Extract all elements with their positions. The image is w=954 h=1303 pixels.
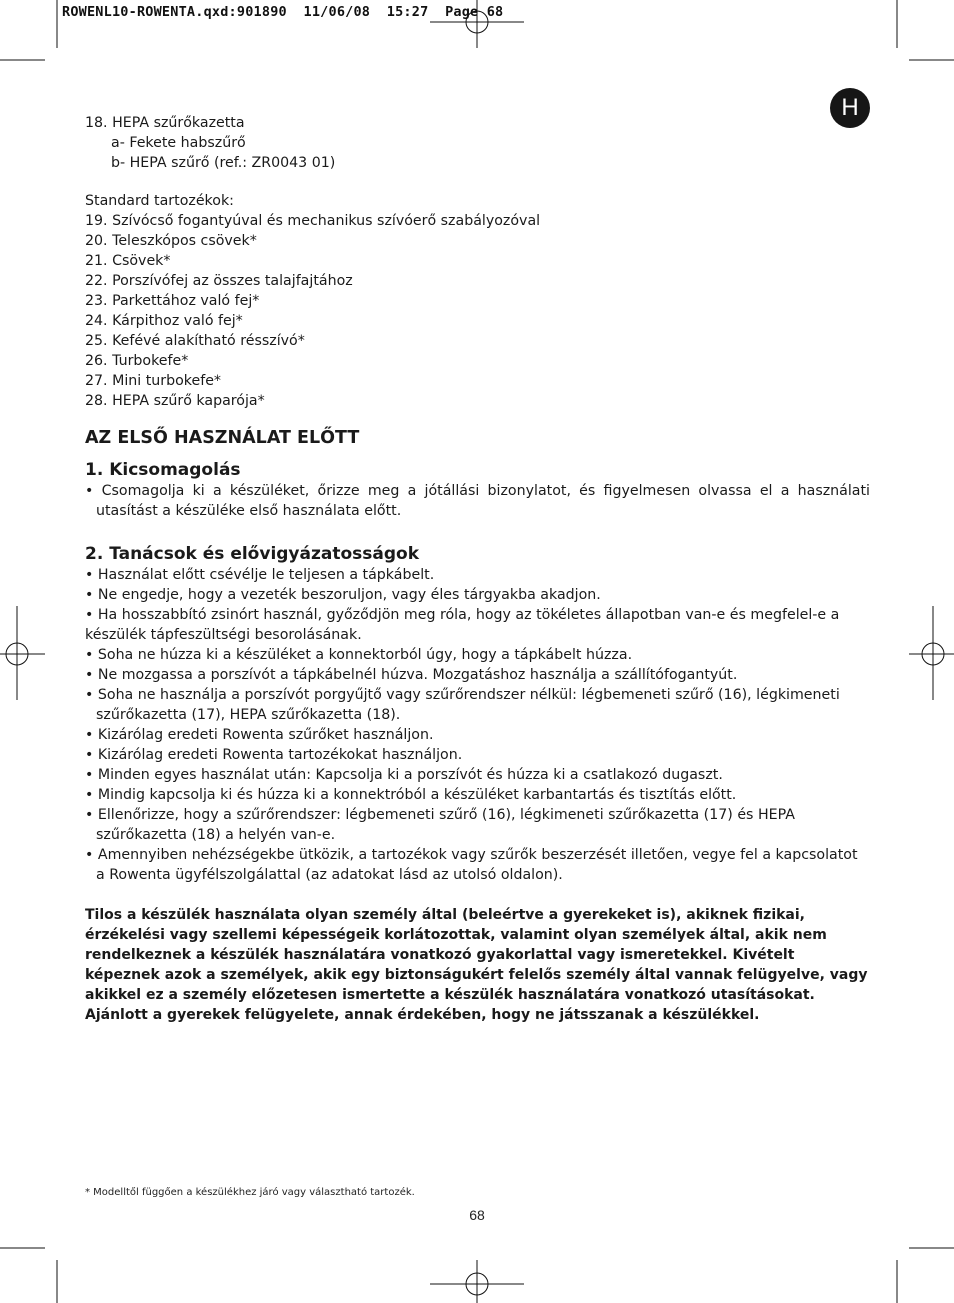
accessory-item: 25. Kefévé alakítható résszívó* <box>85 333 305 349</box>
page-number: 68 <box>469 1207 485 1223</box>
advice-bullet: • Amennyiben nehézségekbe ütközik, a tartozékok vagy szűrők beszerzését illetően, vegye fel a kapcsolatot a Rowenta ügyfélszolgálattal (az adatokat lásd az utolsó oldalon). <box>85 847 858 883</box>
advice-bullet: • Kizárólag eredeti Rowenta szűrőket használjon. <box>85 727 434 743</box>
advice-bullet: • Soha ne húzza ki a készüléket a konnektorból úgy, hogy a tápkábelt húzza. <box>85 647 633 663</box>
accessory-item: 22. Porszívófej az összes talajfajtához <box>85 273 353 289</box>
advice-bullet: • Ne mozgassa a porszívót a tápkábelnél húzva. Mozgatáshoz használja a szállítófogantyút. <box>85 667 738 683</box>
accessory-item: 23. Parkettához való fej* <box>85 293 260 309</box>
print-slug-header: ROWENL10-ROWENTA.qxd:901890 11/06/08 15:27 Page 68 <box>62 4 504 20</box>
advice-bullet: • Minden egyes használat után: Kapcsolja ki a porszívót és húzza ki a csatlakozó dugaszt. <box>85 767 723 783</box>
advice-title: 2. Tanácsok és elővigyázatosságok <box>85 544 420 564</box>
advice-bullet: • Soha ne használja a porszívót porgyűjtő vagy szűrőrendszer nélkül: légbemeneti szűrő (16), légkimeneti szűrőkazetta (17), HEPA szűrőkazetta (18). <box>85 687 840 723</box>
accessory-item: 19. Szívócső fogantyúval és mechanikus szívóerő szabályozóval <box>85 213 541 229</box>
parts-item-18: 18. HEPA szűrőkazetta <box>85 115 245 131</box>
unpacking-title: 1. Kicsomagolás <box>85 460 241 480</box>
parts-item-18a: a- Fekete habszűrő <box>111 135 246 151</box>
language-badge: H <box>830 88 870 128</box>
advice-bullet: • Ne engedje, hogy a vezeték beszoruljon, vagy éles tárgyakba akadjon. <box>85 587 601 603</box>
advice-bullet: • Ellenőrizze, hogy a szűrőrendszer: légbemeneti szűrő (16), légkimeneti szűrőkazetta (17) és HEPA szűrőkazetta (18) a helyén van-e. <box>85 807 795 843</box>
accessory-item: 28. HEPA szűrő kaparója* <box>85 393 265 409</box>
footnote: * Modelltől függően a készülékhez járó vagy választható tartozék. <box>85 1187 415 1198</box>
advice-bullet: • Ha hosszabbító zsinórt használ, győződjön meg róla, hogy az tökéletes állapotban van-e és megfelel-e a készülék tápfeszültségi besorolásának. <box>85 607 840 643</box>
unpacking-bullet: • Csomagolja ki a készüléket, őrizze meg a jótállási bizonylatot, és figyelmesen olvassa el a használati utasítást a készüléke első használata előtt. <box>85 483 870 519</box>
accessory-item: 27. Mini turbokefe* <box>85 373 222 389</box>
advice-bullet: • Mindig kapcsolja ki és húzza ki a konnektróból a készüléket karbantartás és tisztítás előtt. <box>85 787 737 803</box>
accessory-item: 26. Turbokefe* <box>85 353 189 369</box>
accessory-item: 20. Teleszkópos csövek* <box>85 233 257 249</box>
page-content <box>85 113 870 1025</box>
parts-item-18b: b- HEPA szűrő (ref.: ZR0043 01) <box>111 155 336 171</box>
safety-warning: Tilos a készülék használata olyan személy által (beleértve a gyerekeket is), akiknek fizikai, érzékelési vagy szellemi képességeik korlátozottak, valamint olyan személyek által, akik nem rendelkeznek a készülék használatára vonatkozó gyakorlattal vagy ismeretekkel. Kivételt képeznek azok a személyek, akik egy biztonságukért felelős személy által vannak felügyelve, vagy akikkel ez a személy előzetesen ismertette a készülék használatára vonatkozó utasításokat. Ajánlott a gyerekek felügyelete, annak érdekében, hogy ne játsszanak a készülékkel. <box>85 907 868 1023</box>
advice-bullet: • Használat előtt csévélje le teljesen a tápkábelt. <box>85 567 435 583</box>
accessory-item: 21. Csövek* <box>85 253 171 269</box>
accessory-item: 24. Kárpithoz való fej* <box>85 313 243 329</box>
section-title: AZ ELSŐ HASZNÁLAT ELŐTT <box>85 428 360 448</box>
accessories-heading: Standard tartozékok: <box>85 193 234 209</box>
advice-bullet: • Kizárólag eredeti Rowenta tartozékokat használjon. <box>85 747 463 763</box>
